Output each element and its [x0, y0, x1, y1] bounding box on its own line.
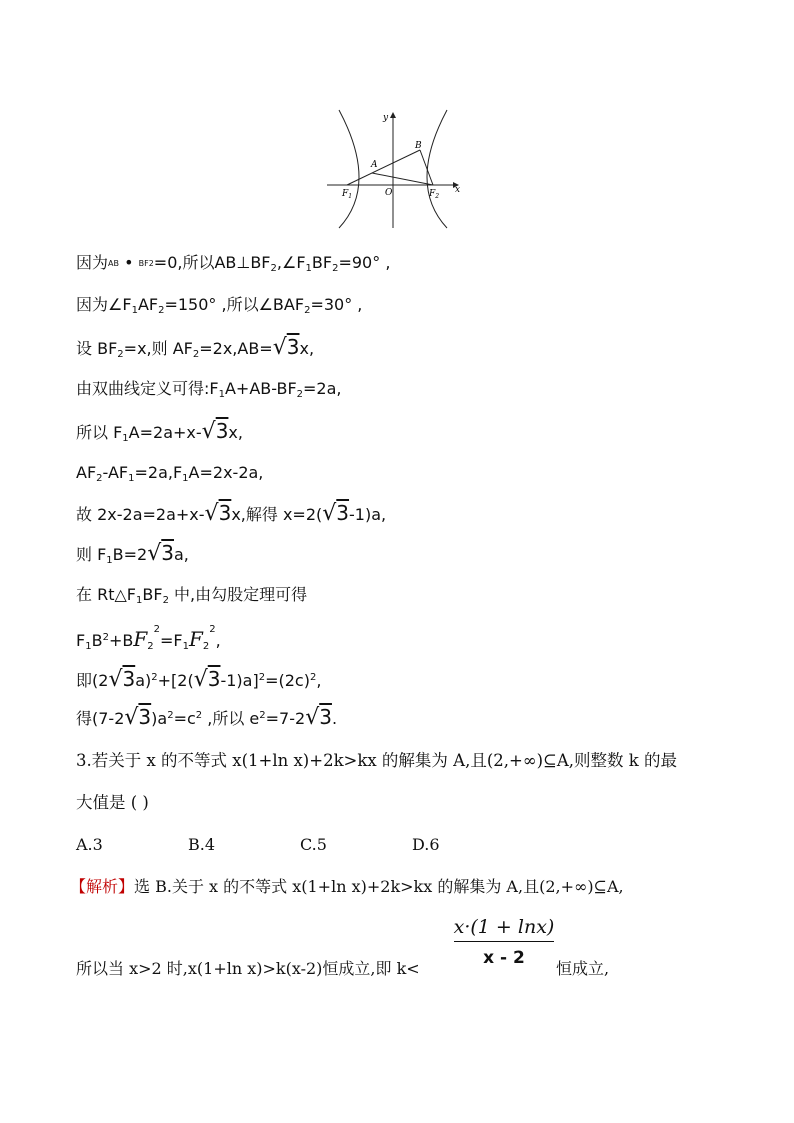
label-a: A [371, 160, 378, 170]
line-2: 因为$\angle F_1AF_2=150^\circ$ ,所以$\angle BAF_2=30^\circ$ , [76, 295, 363, 316]
segment-b-f2 [420, 150, 433, 185]
label-x: x [455, 185, 461, 195]
question-line-2: 大值是 ( ) [76, 793, 149, 812]
line-4: 由双曲线定义可得$:F_1A+AB-BF_2=2a$, [76, 379, 342, 400]
option-a: A.3 [76, 835, 103, 854]
label-f2: $F_2$ [429, 189, 440, 200]
segment-f1-b [347, 150, 420, 185]
analysis-line-1: 【解析】选 B.关于 x 的不等式 x(1+ln x)+2k>kx 的解集为 A,且(2,+∞)⊆A, [70, 877, 624, 896]
fraction-numerator: x·(1 + lnx) [453, 916, 555, 938]
hyperbola-left-branch [339, 110, 359, 228]
label-y: y [383, 113, 389, 123]
line-8: 则 $F_1B=2√3a$, [76, 541, 189, 566]
line-11: 即$(2√3a)^2+[2(√3-1)a]^2=(2c)^2$, [76, 667, 322, 692]
fraction [452, 914, 556, 969]
line-7: 故 2x-2a=2a+x-√3x,解得 x=2(√3-1)a, [76, 501, 387, 526]
hyperbola-right-branch [427, 110, 447, 228]
line-3: 设 $BF_2=x$,则 $AF_2=2x,AB=√3x$, [76, 335, 315, 360]
hyperbola-figure [325, 108, 465, 232]
line-10: $F_1B^2+BF_2^2=F_1F_2^2$, [76, 624, 221, 652]
analysis-line-2-end: 恒成立, [556, 959, 610, 978]
line-6: $AF_2-AF_1=2a,F_1A=2x-2a$, [76, 463, 264, 484]
y-axis-arrow-icon [390, 112, 396, 118]
segment-a-f2 [372, 173, 433, 185]
question-line-1: 3.若关于 x 的不等式 x(1+ln x)+2k>kx 的解集为 A,且(2,+∞)⊆A,则整数 k 的最 [76, 751, 678, 770]
option-b: B.4 [188, 835, 216, 854]
line-5: 所以 $F_1A=2a+x-√3x$, [76, 419, 243, 444]
option-d: D.6 [412, 835, 440, 854]
line-9: 在 $Rt\triangle F_1BF_2$ 中,由勾股定理可得 [76, 585, 308, 606]
option-c: C.5 [300, 835, 327, 854]
line-1: 因为AB • BF2=0,所以$AB\perp BF_2,\angle F_1BF_2=90^\circ$ , [76, 253, 391, 274]
fraction-bar [454, 941, 554, 942]
label-f1: $F_1$ [342, 189, 353, 200]
analysis-tag: 【解析】 [70, 877, 135, 896]
analysis-line-2: 所以当 x>2 时,x(1+ln x)>k(x-2)恒成立,即 k< [76, 959, 420, 978]
label-o: O [385, 188, 393, 198]
line-12: 得$(7-2√3)a^2=c^2$ ,所以 $e^2=7-2√3$. [76, 705, 338, 730]
label-b: B [415, 141, 422, 151]
fraction-denominator: x - 2 [483, 948, 525, 968]
